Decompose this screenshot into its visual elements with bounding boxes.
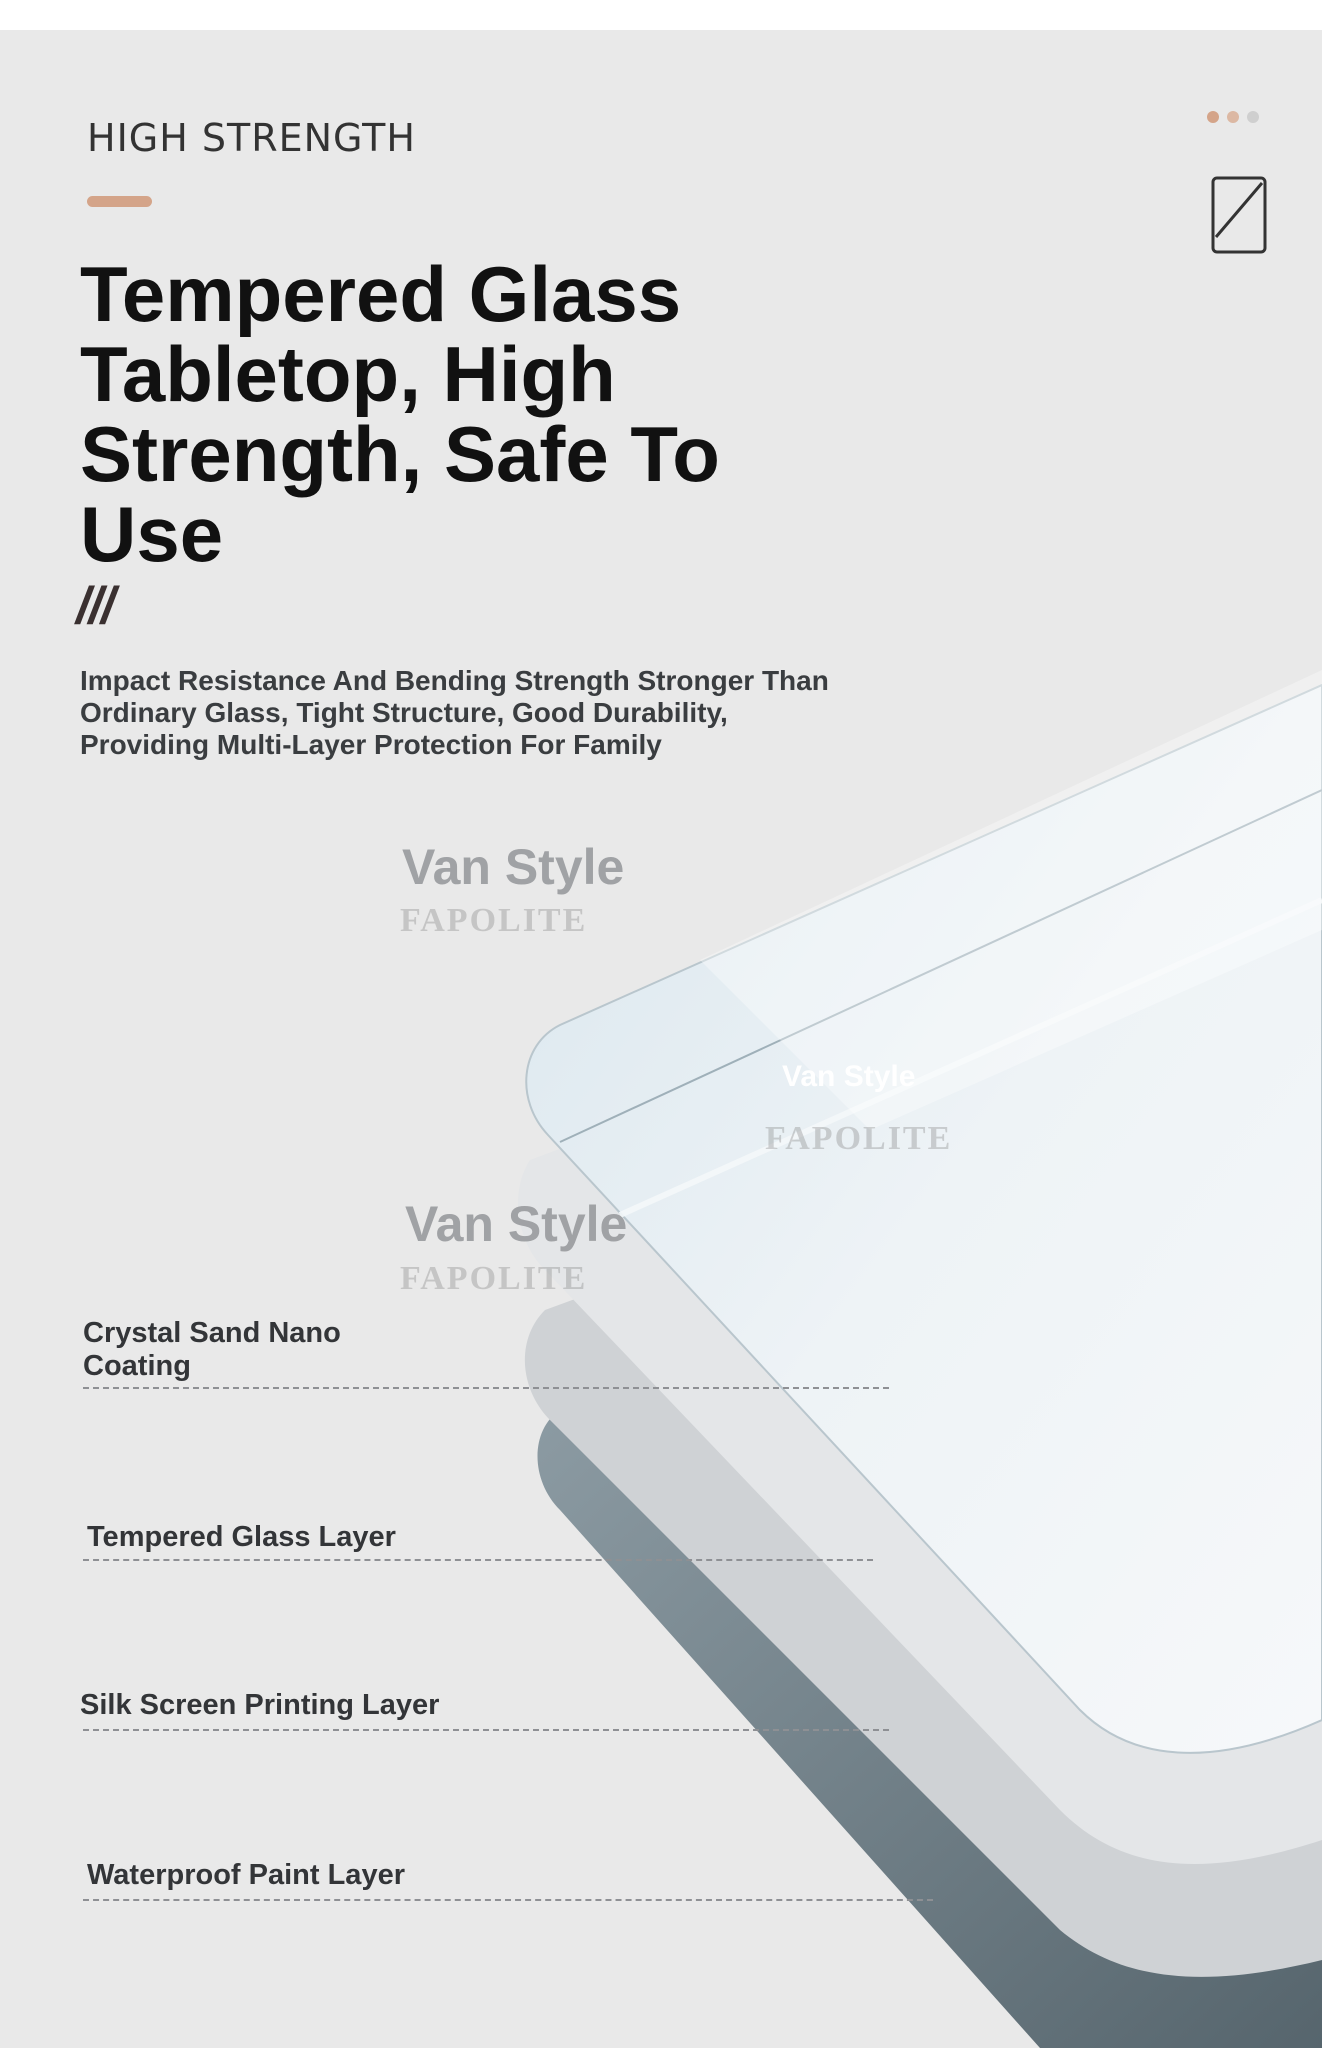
product-panel	[0, 30, 1322, 2048]
watermark-sub: FAPOLITE	[765, 1120, 953, 1157]
leader-line	[83, 1899, 933, 1901]
watermark-sub: FAPOLITE	[400, 1260, 588, 1297]
watermark-brand: Van Style	[402, 839, 625, 895]
watermark-sub: FAPOLITE	[400, 902, 588, 939]
page-title: Tempered Glass Tabletop, High Strength, Safe To Use	[80, 250, 720, 578]
layer-label-waterproof: Waterproof Paint Layer	[87, 1859, 405, 1891]
accent-bar	[87, 196, 152, 207]
three-dots-icon	[1207, 110, 1267, 128]
glass-panel-icon	[1210, 175, 1268, 255]
layer-label-silk-screen: Silk Screen Printing Layer	[80, 1689, 440, 1721]
leader-line	[83, 1387, 889, 1389]
decorative-slashes: ///	[76, 577, 114, 635]
leader-line	[83, 1729, 889, 1731]
layer-label-tempered-glass: Tempered Glass Layer	[87, 1521, 396, 1553]
watermark-brand-white: Van Style	[782, 1060, 916, 1093]
section-eyebrow: HIGH STRENGTH	[87, 116, 416, 160]
product-description: Impact Resistance And Bending Strength Stronger Than Ordinary Glass, Tight Structure, Good Durability, Providing Multi-Layer Protection For Family	[80, 665, 829, 760]
layer-label-coating: Crystal Sand Nano Coating	[83, 1317, 341, 1382]
watermark-brand: Van Style	[405, 1196, 628, 1252]
leader-line	[83, 1559, 873, 1561]
